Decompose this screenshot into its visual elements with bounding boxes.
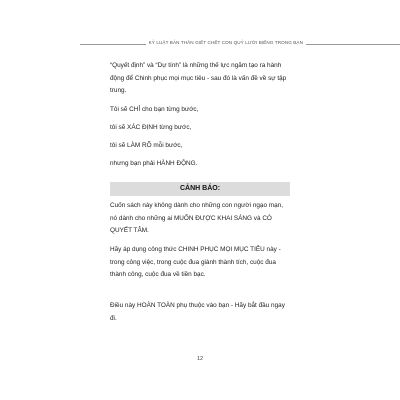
- warning-heading-bar: [110, 182, 290, 196]
- intro-paragraph: “Quyết định” và “Dự tính” là những thế lực ngăm tạo ra hành động để Chinh phục mọi mục tiêu - sau đó là vấn đề về sự tập trung.: [110, 62, 287, 94]
- step-line-show: Tôi sẽ CHỈ cho bạn từng bước,: [110, 106, 199, 113]
- warning-paragraph-1: Cuốn sách này không dành cho những con người ngạo mạn, nó dành cho những ai MUỐN ĐƯỢC KHAI SÁNG và CÓ QUYẾT TÂM.: [110, 202, 283, 234]
- book-title: KỶ LUẬT BẢN THÂN GIẾT CHẾT CON QUỶ LƯỜI BIẾNG TRONG BẠN: [146, 37, 306, 49]
- page-number: 12: [196, 356, 204, 362]
- step-line-act: nhưng bạn phải HÀNH ĐỘNG.: [110, 160, 198, 167]
- step-line-define: tôi sẽ XÁC ĐỊNH từng bước,: [110, 124, 192, 131]
- step-line-clarify: tôi sẽ LÀM RÕ mỗi bước,: [110, 142, 183, 149]
- warning-paragraph-2: Hãy áp dụng công thức CHINH PHỤC MỌI MỤC TIÊU này - trong công việc, trong cuộc đua giành thành tích, cuộc đua thành công, cuộc đua về tiền bạc.: [110, 246, 281, 278]
- warning-heading: CẢNH BÁO:: [179, 185, 221, 192]
- warning-paragraph-3: Điều này HOÀN TOÀN phụ thuộc vào bạn - Hãy bắt đầu ngay đi.: [110, 302, 285, 322]
- running-header: [0, 37, 400, 49]
